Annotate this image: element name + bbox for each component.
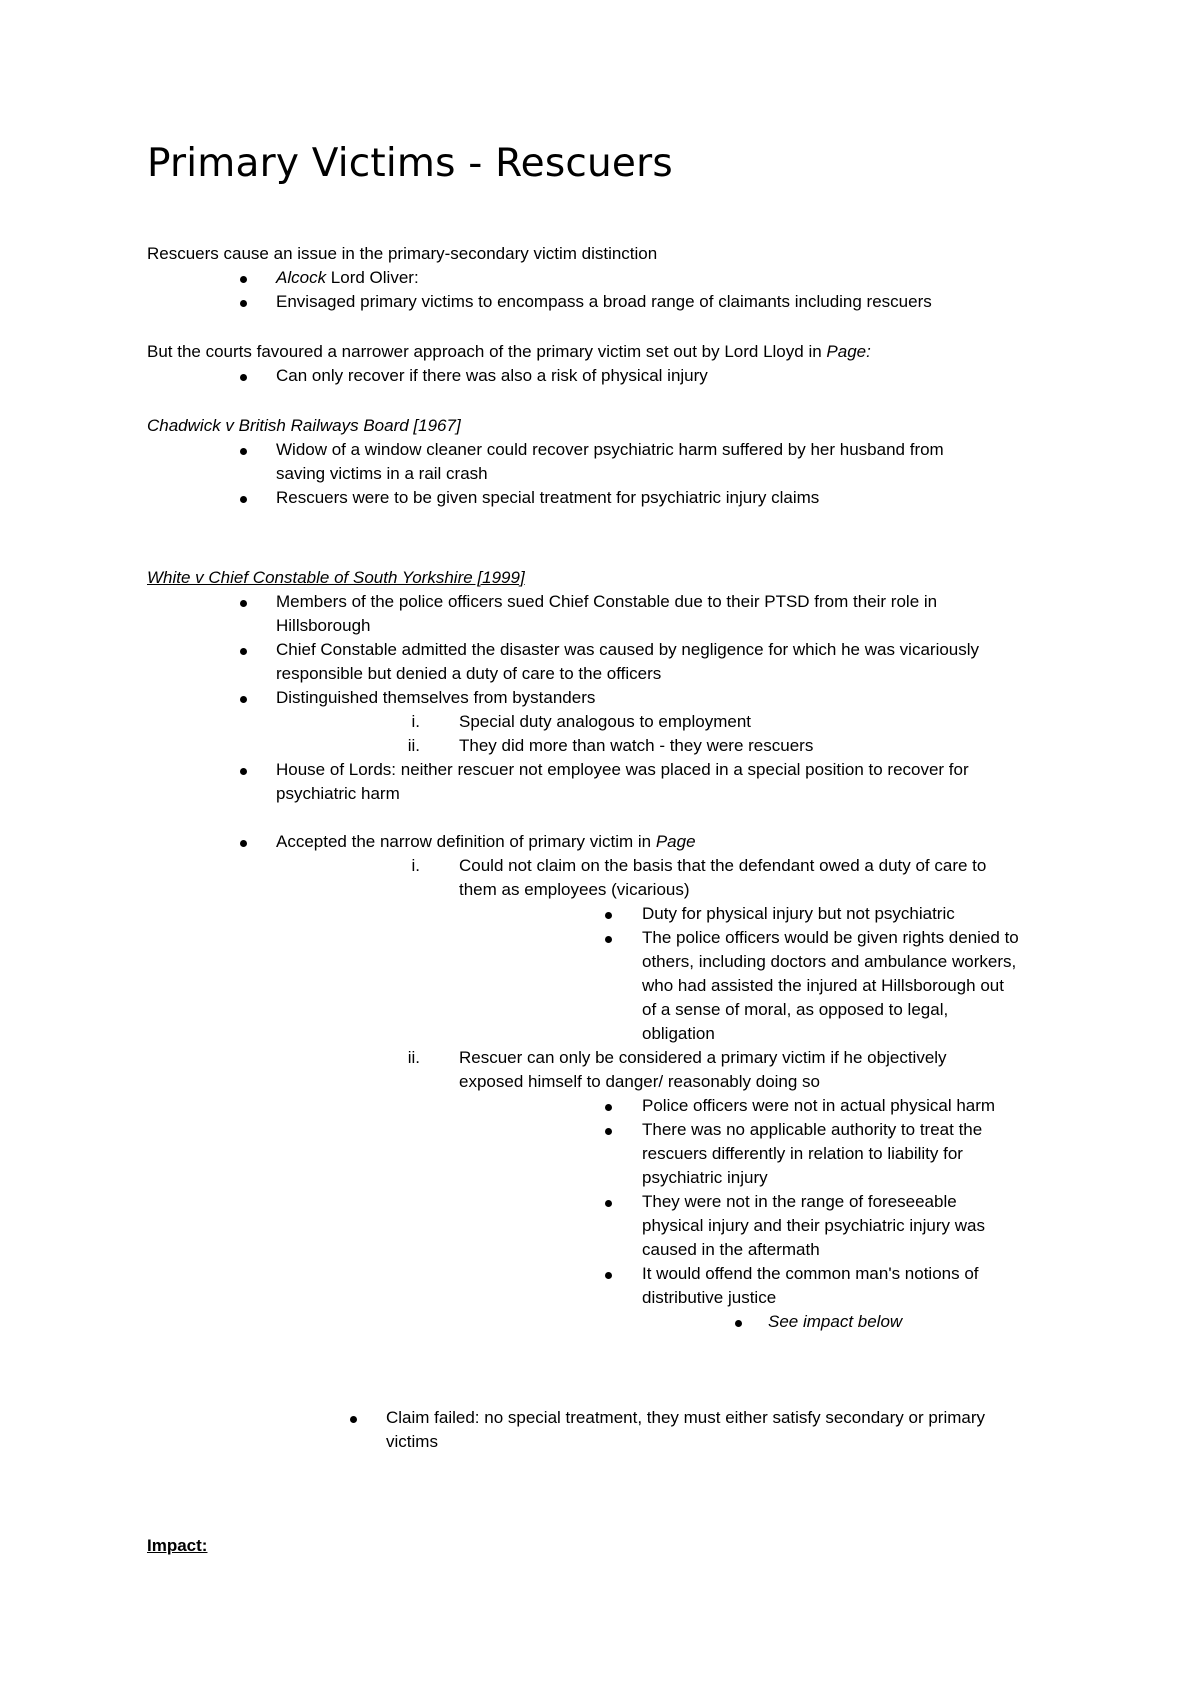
bullet-icon (605, 1272, 612, 1279)
bullet-icon (605, 1200, 612, 1207)
white-bullet-2-line-2: responsible but denied a duty of care to the officers (276, 664, 662, 683)
point-i-line-2: them as employees (vicarious) (459, 880, 690, 899)
white-bullet-2-line-1: Chief Constable admitted the disaster was caused by negligence for which he was vicariously (276, 640, 980, 659)
point-ii-bullet-3-line-3: caused in the aftermath (642, 1240, 820, 1259)
bullet-icon (605, 1104, 612, 1111)
list-number: i. (411, 856, 420, 875)
point-ii-bullet-1: Police officers were not in actual physical harm (642, 1096, 996, 1115)
impact-heading: Impact: (147, 1536, 208, 1555)
bullet-icon (605, 1128, 612, 1135)
bullet-icon (240, 600, 247, 607)
point-ii-line-1: Rescuer can only be considered a primary victim if he objectively (459, 1048, 947, 1067)
bullet-icon (240, 276, 247, 283)
distinguished-item-2: They did more than watch - they were rescuers (459, 736, 814, 755)
claim-line-1: Claim failed: no special treatment, they must either satisfy secondary or primary (386, 1408, 986, 1427)
point-i-line-1: Could not claim on the basis that the defendant owed a duty of care to (459, 856, 987, 875)
intro-bullet-1: Alcock Lord Oliver: (276, 268, 419, 287)
white-bullet-3: Distinguished themselves from bystanders (276, 688, 596, 707)
bullet-icon (240, 648, 247, 655)
white-case-heading: White v Chief Constable of South Yorkshire [1999] (147, 568, 525, 587)
point-ii-bullet-2-line-3: psychiatric injury (642, 1168, 768, 1187)
chadwick-case-heading: Chadwick v British Railways Board [1967] (147, 416, 461, 435)
bullet-icon (735, 1320, 742, 1327)
point-ii-bullet-4-line-2: distributive justice (642, 1288, 777, 1307)
bullet-icon (240, 840, 247, 847)
point-ii-line-2: exposed himself to danger/ reasonably doing so (459, 1072, 821, 1091)
list-number: ii. (407, 1048, 420, 1067)
bullet-icon (240, 374, 247, 381)
see-impact-note: See impact below (768, 1312, 903, 1331)
courts-heading: But the courts favoured a narrower approach of the primary victim set out by Lord Lloyd in Page: (147, 342, 871, 361)
intro-bullet-2: Envisaged primary victims to encompass a broad range of claimants including rescuers (276, 292, 932, 311)
bullet-icon (240, 300, 247, 307)
list-number: ii. (407, 736, 420, 755)
bullet-icon (240, 448, 247, 455)
point-i-bullet-2-line-2: others, including doctors and ambulance workers, (642, 952, 1017, 971)
hol-line-1: House of Lords: neither rescuer not employee was placed in a special position to recover for (276, 760, 969, 779)
intro-heading: Rescuers cause an issue in the primary-secondary victim distinction (147, 244, 658, 263)
point-ii-bullet-3-line-2: physical injury and their psychiatric injury was (642, 1216, 985, 1235)
point-ii-bullet-3-line-1: They were not in the range of foreseeable (642, 1192, 957, 1211)
claim-line-2: victims (386, 1432, 438, 1451)
chadwick-bullet-1-line-1: Widow of a window cleaner could recover psychiatric harm suffered by her husband from (276, 440, 944, 459)
point-ii-bullet-2-line-1: There was no applicable authority to treat the (642, 1120, 983, 1139)
bullet-icon (350, 1416, 357, 1423)
chadwick-bullet-2: Rescuers were to be given special treatment for psychiatric injury claims (276, 488, 820, 507)
hol-line-2: psychiatric harm (276, 784, 400, 803)
bullet-icon (240, 768, 247, 775)
bullet-icon (605, 912, 612, 919)
point-i-bullet-2-line-1: The police officers would be given rights denied to (642, 928, 1019, 947)
distinguished-item-1: Special duty analogous to employment (459, 712, 752, 731)
point-ii-bullet-4-line-1: It would offend the common man's notions of (642, 1264, 979, 1283)
point-i-bullet-1: Duty for physical injury but not psychiatric (642, 904, 955, 923)
bullet-icon (240, 696, 247, 703)
bullet-icon (240, 496, 247, 503)
point-i-bullet-2-line-5: obligation (642, 1024, 715, 1043)
chadwick-bullet-1-line-2: saving victims in a rail crash (276, 464, 488, 483)
courts-bullet-1: Can only recover if there was also a risk of physical injury (276, 366, 708, 385)
list-number: i. (411, 712, 420, 731)
bullet-icon (605, 936, 612, 943)
white-bullet-1-line-1: Members of the police officers sued Chief Constable due to their PTSD from their role in (276, 592, 938, 611)
page-title: Primary Victims - Rescuers (147, 141, 673, 186)
point-i-bullet-2-line-4: of a sense of moral, as opposed to legal, (642, 1000, 949, 1019)
point-i-bullet-2-line-3: who had assisted the injured at Hillsborough out (642, 976, 1004, 995)
white-bullet-1-line-2: Hillsborough (276, 616, 371, 635)
accepted-line: Accepted the narrow definition of primary victim in Page (276, 832, 696, 851)
point-ii-bullet-2-line-2: rescuers differently in relation to liability for (642, 1144, 963, 1163)
